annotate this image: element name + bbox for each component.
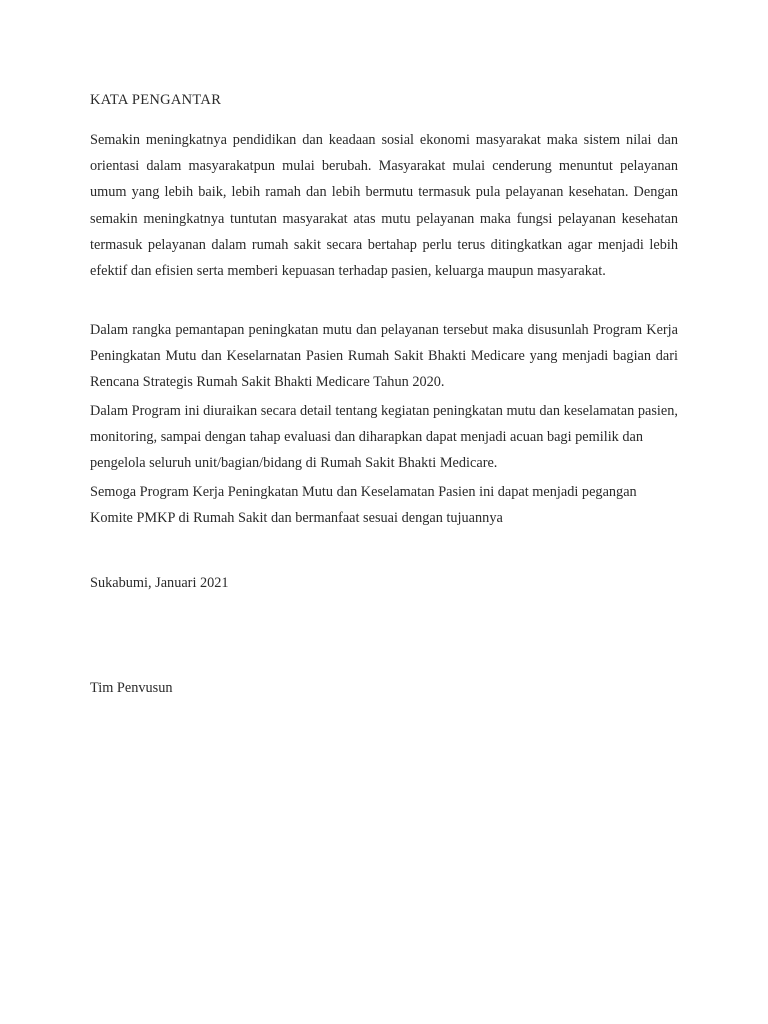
page-title: KATA PENGANTAR	[90, 92, 222, 108]
paragraph-closing: Semoga Program Kerja Peningkatan Mutu dan Keselamatan Pasien ini dapat menjadi pegangan Komite PMKP di Rumah Sakit dan bermanfaat sesuai dengan tujuannya	[90, 484, 637, 527]
paragraph-details: Dalam Program ini diuraikan secara detail tentang kegiatan peningkatan mutu dan keselamatan pasien, monitoring, sampai dengan tahap evaluasi dan diharapkan dapat menjadi acuan bagi pemilik dan pengelola seluruh unit/bagian/bidang di Rumah Sakit Bhakti Medicare.	[90, 403, 678, 472]
paragraph-intro: Semakin meningkatnya pendidikan dan keadaan sosial ekonomi masyarakat maka sistem nilai dan orientasi dalam masyarakatpun mulai berubah. Masyarakat mulai cenderung menuntut pelayanan umum yang lebih baik, lebih ramah dan lebih bermutu termasuk pula pelayanan kesehatan. Dengan semakin meningkatnya tuntutan masyarakat atas mutu pelayanan maka fungsi pelayanan kesehatan termasuk pelayanan dalam rumah sakit secara bertahap perlu terus ditingkatkan agar menjadi lebih efektif dan efisien serta memberi kepuasan terhadap pasien, keluarga maupun masyarakat.	[90, 132, 678, 280]
place-date: Sukabumi, Januari 2021	[90, 575, 229, 591]
signer-name: Tim Penvusun	[90, 680, 173, 696]
paragraph-program: Dalam rangka pemantapan peningkatan mutu dan pelayanan tersebut maka disusunlah Program Kerja Peningkatan Mutu dan Keselarnatan Pasien Rumah Sakit Bhakti Medicare yang menjadi bagian dari Rencana Strategis Rumah Sakit Bhakti Medicare Tahun 2020.	[90, 322, 678, 391]
